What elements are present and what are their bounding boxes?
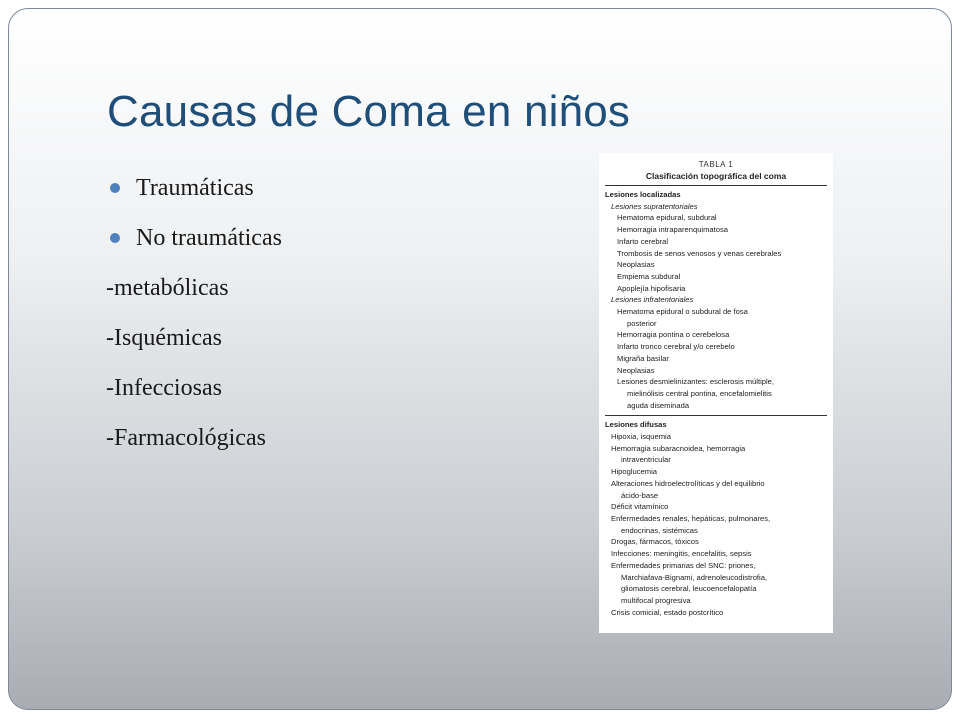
table-row: multifocal progresiva <box>621 595 691 605</box>
table-row: Enfermedades renales, hepáticas, pulmonares, <box>611 513 771 523</box>
table-row: Neoplasias <box>617 260 655 270</box>
table-row: Déficit vitamínico <box>611 502 669 512</box>
table-row: Hemorragia subaracnoidea, hemorragia <box>611 443 746 453</box>
sub-item: -Isquémicas <box>106 324 222 351</box>
table-title: Clasificación topográfica del coma <box>645 171 787 181</box>
table-row: Hemorragia intraparenquimatosa <box>617 225 729 235</box>
table-label: TABLA 1 <box>698 160 734 169</box>
table-subheading: Lesiones supratentoriales <box>611 201 698 211</box>
table-section-heading: Lesiones localizadas <box>605 190 681 199</box>
bullet-text: Traumáticas <box>136 174 254 201</box>
table-row: Crisis comicial, estado postcrítico <box>611 607 724 617</box>
table-row: posterior <box>627 318 657 328</box>
slide-title: Causas de Coma en niños <box>107 87 631 136</box>
table-row: Neoplasias <box>617 365 655 375</box>
table-row: Apoplejía hipofisaria <box>617 283 686 293</box>
table-row: Empiema subdural <box>617 271 681 281</box>
slide <box>8 8 952 710</box>
table-row: Infecciones: meningitis, encefalitis, sepsis <box>611 549 752 559</box>
table-row: Trombosis de senos venosos y venas cerebrales <box>617 248 782 258</box>
table-row: ácido-base <box>621 490 659 500</box>
table-row: aguda diseminada <box>627 400 690 410</box>
bullet-text: No traumáticas <box>136 224 282 251</box>
table-row: intraventricular <box>621 455 671 465</box>
content-list <box>106 163 282 463</box>
table-row: Hematoma epidural o subdural de fosa <box>617 307 748 317</box>
table-row: endocrinas, sistémicas <box>621 525 698 535</box>
table-row: Infarto tronco cerebral y/o cerebelo <box>617 342 735 352</box>
bullet-dot-icon <box>110 233 120 243</box>
table-row: Infarto cerebral <box>617 236 669 246</box>
sub-item: -metabólicas <box>106 274 229 301</box>
table-row: Hipoglucemia <box>611 467 658 477</box>
sub-item: -Infecciosas <box>106 374 222 401</box>
table-row: Alteraciones hidroelectrolíticas y del equilibrio <box>611 478 765 488</box>
table-row: Marchiafava-Bignami, adrenoleucodistrofia, <box>621 572 768 582</box>
table-section-divider <box>605 415 827 416</box>
table-row: Hipoxia, isquemia <box>611 432 671 442</box>
table-section-heading: Lesiones difusas <box>605 420 667 430</box>
bullet-dot-icon <box>110 183 120 193</box>
table-row: Drogas, fármacos, tóxicos <box>611 537 699 547</box>
table-row: Lesiones desmielinizantes: esclerosis múltiple, <box>617 377 775 387</box>
bullet-item <box>106 213 282 263</box>
table-row: Hemorragia pontina o cerebelosa <box>617 330 730 340</box>
table-row: mielinólisis central pontina, encefalomielitis <box>627 388 772 398</box>
table-row: Migraña basilar <box>617 353 669 363</box>
bullet-item <box>106 163 282 213</box>
table-row: Hematoma epidural, subdural <box>617 213 717 223</box>
table-body <box>605 189 827 618</box>
classification-table-image <box>599 153 833 633</box>
sub-item: -Farmacológicas <box>106 424 266 451</box>
table-row: Enfermedades primarias del SNC: priones, <box>611 560 756 570</box>
table-rule <box>605 185 827 186</box>
table-subheading: Lesiones infratentoriales <box>611 295 694 305</box>
table-row: gliomatosis cerebral, leucoencefalopatía <box>621 584 757 594</box>
